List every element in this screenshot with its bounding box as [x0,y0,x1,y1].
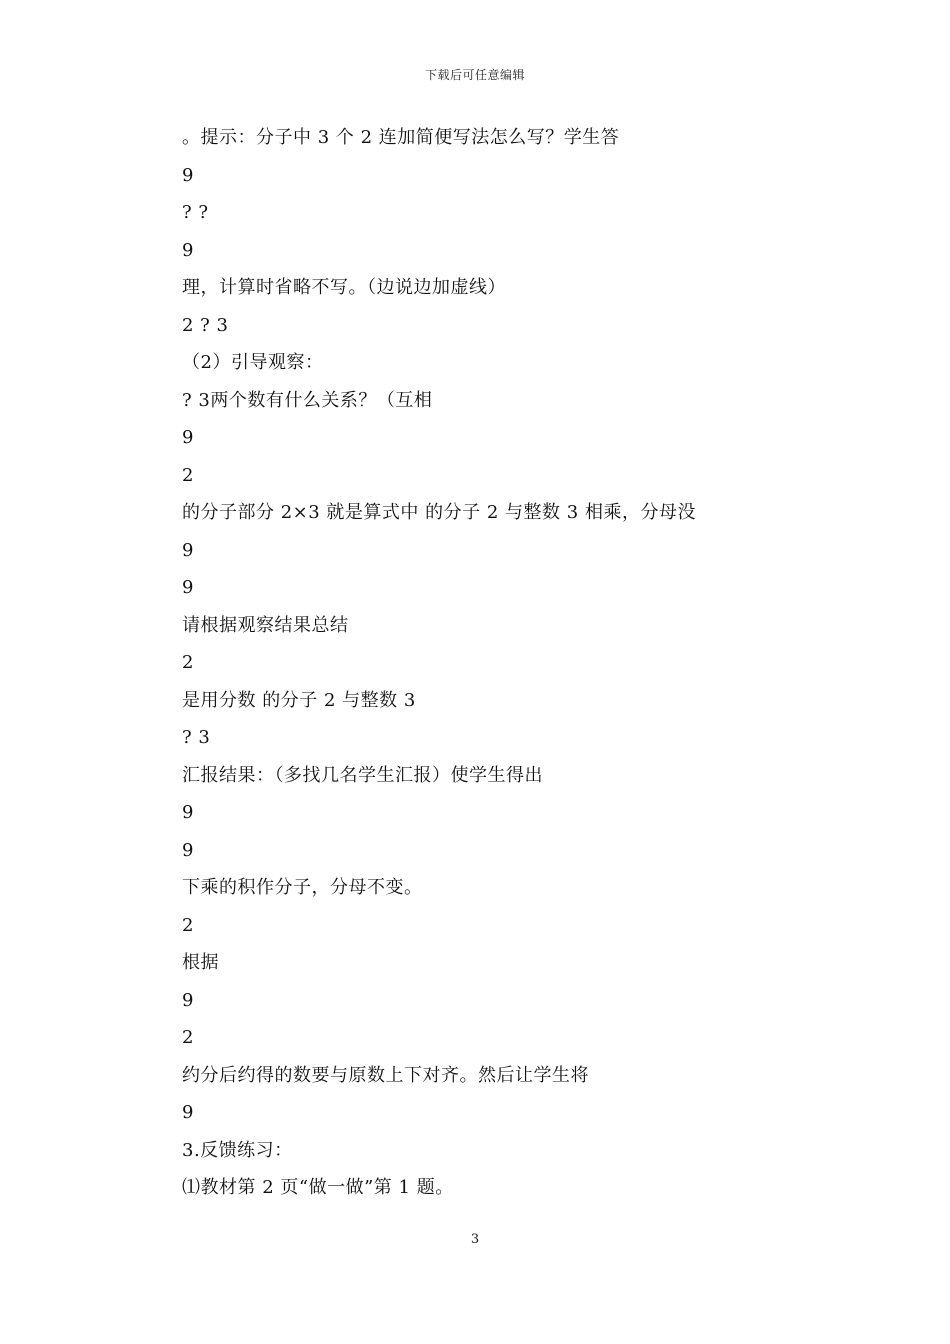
text-line: 请根据观察结果总结 [182,614,349,636]
text-line: 是用分数 的分子 2 与整数 3 [182,689,416,711]
text-line: 9 [182,989,194,1011]
text-line: 汇报结果：（多找几名学生汇报）使学生得出 [182,764,543,786]
text-line: ? 3两个数有什么关系？（互相 [182,389,433,411]
text-line: 2 ? 3 [182,314,229,336]
text-line: 9 [182,539,194,561]
text-line: 9 [182,164,194,186]
text-line: 9 [182,1102,194,1123]
text-line: 9 [182,577,194,598]
text-line: 9 [182,839,194,861]
text-line: 2 [182,652,194,673]
text-line: 。提示：分子中 3 个 2 连加简便写法怎么写？学生答 [182,127,620,148]
text-line: 2 [182,914,194,936]
text-line: ? 3 [182,727,211,748]
text-line: ? ? [182,202,209,223]
text-line: 根据 [182,952,219,973]
page-number: 3 [470,1232,480,1247]
text-line: 9 [182,239,194,261]
text-line: 2 [182,464,194,486]
text-line: 9 [182,427,194,448]
text-line: 3.反馈练习： [182,1139,293,1161]
document-body [182,124,802,1212]
text-line: 理，计算时省略不写。（边说边加虚线） [182,277,506,298]
text-line: 下乘的积作分子，分母不变。 [182,877,423,898]
text-line: 9 [182,802,194,823]
text-line: 约分后约得的数要与原数上下对齐。然后让学生将 [182,1064,589,1086]
page-header: 下载后可任意编辑 [424,68,525,82]
text-line: 2 [182,1027,194,1048]
text-line: ⑴教材第 2 页“做一做”第 1 题。 [182,1177,454,1198]
text-line: 的分子部分 2×3 就是算式中 的分子 2 与整数 3 相乘，分母没 [182,502,696,523]
text-line: （2）引导观察： [182,352,324,373]
